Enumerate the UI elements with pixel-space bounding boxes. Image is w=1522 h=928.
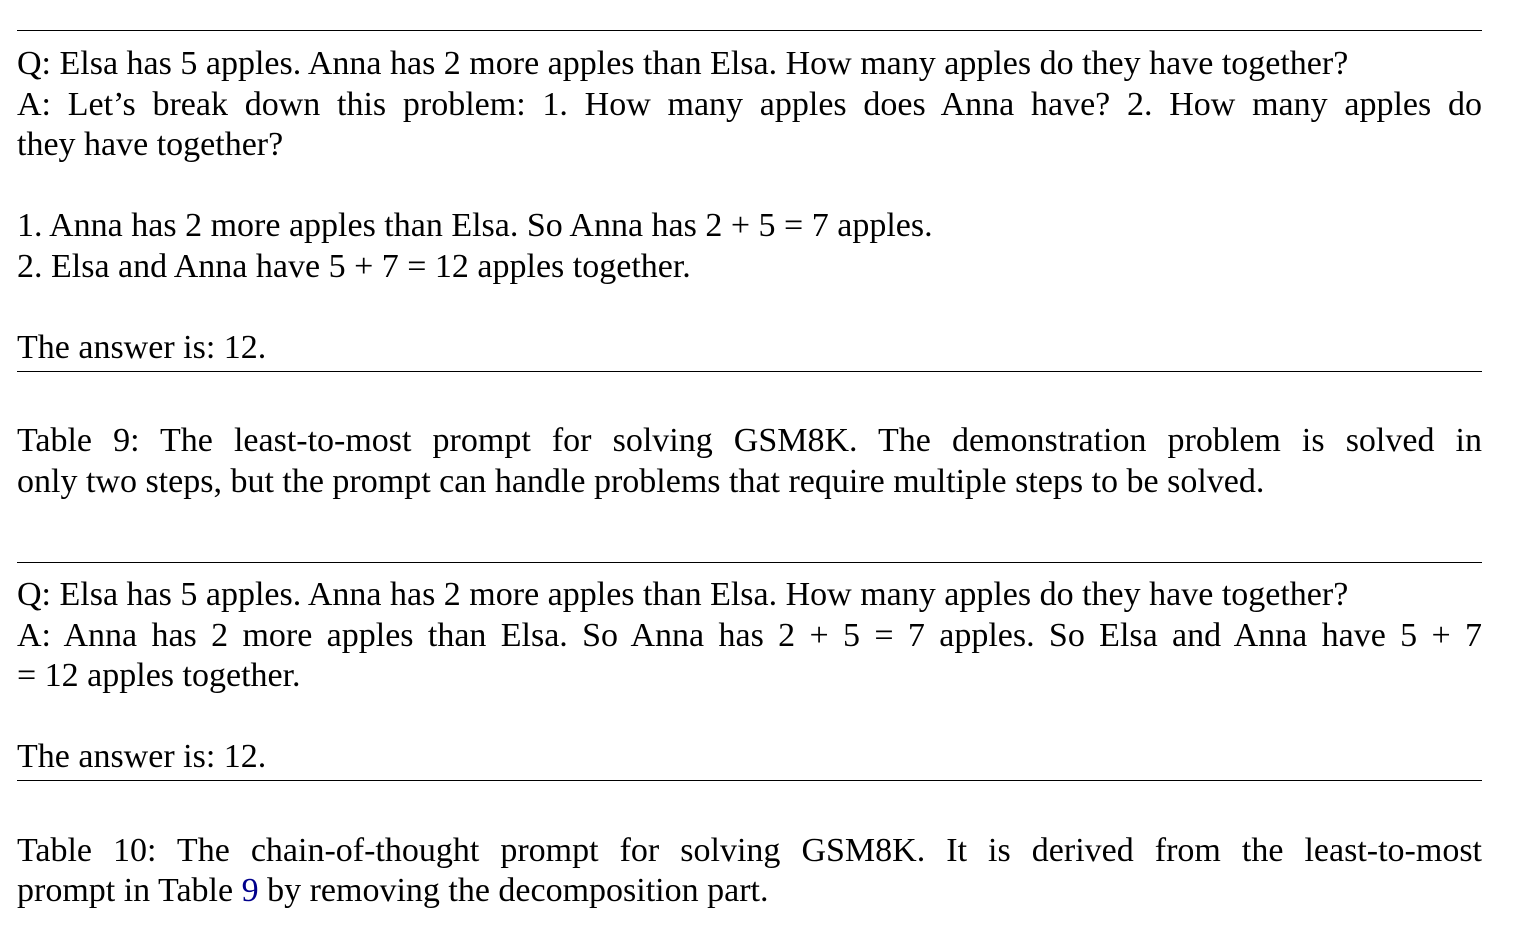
table10-answer-line-2: = 12 apples together.	[17, 657, 301, 694]
table9-step-1: 1. Anna has 2 more apples than Elsa. So Anna has 2 + 5 = 7 apples.	[17, 207, 933, 244]
table10-bottom-rule	[17, 780, 1482, 781]
table10-top-rule	[17, 562, 1482, 563]
table9-caption-line-1: Table 9: The least-to-most prompt for solving GSM8K. The demonstration problem is solved in	[17, 422, 1482, 459]
table9-answer-line-2: they have together?	[17, 126, 284, 163]
table10-caption-line-1: Table 10: The chain-of-thought prompt for solving GSM8K. It is derived from the least-to-most	[17, 832, 1482, 869]
table10-final-answer: The answer is: 12.	[17, 738, 267, 775]
table-reference-link[interactable]: 9	[241, 872, 259, 909]
table9-caption-line-2: only two steps, but the prompt can handle problems that require multiple steps to be solved.	[17, 463, 1265, 500]
table9-answer-line-1: A: Let’s break down this problem: 1. How many apples does Anna have? 2. How many apples do	[17, 86, 1482, 123]
table9-bottom-rule	[17, 371, 1482, 372]
table10-answer-line-1: A: Anna has 2 more apples than Elsa. So Anna has 2 + 5 = 7 apples. So Elsa and Anna have 5 + 7	[17, 617, 1482, 654]
table9-top-rule	[17, 30, 1482, 31]
table9-final-answer: The answer is: 12.	[17, 329, 267, 366]
table10-caption-line-2	[17, 871, 1482, 911]
table10-question: Q: Elsa has 5 apples. Anna has 2 more apples than Elsa. How many apples do they have together?	[17, 576, 1349, 613]
caption-text-after-ref: by removing the decomposition part.	[258, 872, 769, 909]
table9-question: Q: Elsa has 5 apples. Anna has 2 more apples than Elsa. How many apples do they have together?	[17, 45, 1349, 82]
caption-text-before-ref: prompt in Table	[17, 872, 242, 909]
table9-step-2: 2. Elsa and Anna have 5 + 7 = 12 apples together.	[17, 248, 691, 285]
